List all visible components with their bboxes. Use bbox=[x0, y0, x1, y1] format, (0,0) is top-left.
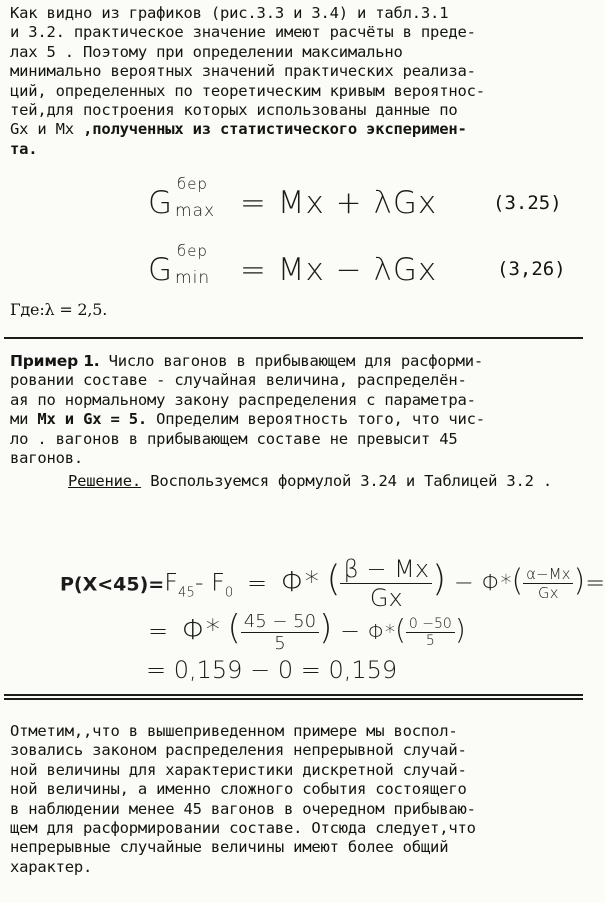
example-line-6: вагонов. bbox=[10, 449, 84, 468]
formula-3-26-number: (3,26) bbox=[497, 258, 566, 280]
formula-3-26-lhs: G bbox=[148, 252, 174, 288]
formula-3-26-sub: min bbox=[175, 268, 211, 288]
example-line-4-c: Определим вероятность того, что чис- bbox=[147, 410, 485, 429]
closing-paragraph bbox=[10, 722, 578, 877]
calc-eq-1: = bbox=[246, 568, 268, 597]
closing-line-4: ной величины, а именно сложного события состоящего bbox=[10, 780, 467, 799]
calc-f: F bbox=[164, 568, 179, 597]
example-line-4-a: ми bbox=[10, 410, 38, 429]
calc-minus-2: − bbox=[340, 617, 361, 645]
calc-frac-4 bbox=[406, 616, 455, 649]
calc-frac-4-den: 5 bbox=[425, 632, 435, 649]
closing-line-2: зовались законом распределения непрерывной случай- bbox=[10, 741, 467, 760]
calc-frac-3 bbox=[241, 611, 319, 654]
calc-f0-sub: 0 bbox=[224, 585, 234, 601]
example-line-1 bbox=[10, 352, 578, 371]
closing-line-1: Отметим,,что в вышеприведенном примере мы воспол- bbox=[10, 722, 458, 740]
formula-3-25 bbox=[148, 175, 438, 221]
calc-line-1 bbox=[60, 555, 605, 612]
calc-prob: P(X<45)= bbox=[60, 573, 165, 596]
calc-phi-3: Φ* bbox=[181, 613, 220, 646]
calc-frac-1-den: Gx bbox=[369, 584, 403, 612]
divider-top bbox=[4, 337, 583, 339]
calc-eq-2: = bbox=[148, 617, 169, 645]
calc-frac-2 bbox=[523, 565, 573, 602]
calc-frac-4-num: 0 −50 bbox=[406, 616, 455, 633]
intro-line-4: минимально вероятных значений практических реализа- bbox=[10, 62, 476, 81]
intro-line-2: и 3.2. практическое значение имеют расчёты в преде- bbox=[10, 23, 476, 42]
intro-line-8: та. bbox=[10, 139, 38, 158]
calc-f-sub: 45 bbox=[178, 585, 195, 601]
intro-line-6: тей,для построения которых использованы данные по bbox=[10, 101, 458, 120]
calc-frac-2-num: α−Mx bbox=[523, 565, 573, 584]
formula-3-25-lhs: G bbox=[148, 185, 174, 221]
calc-phi-4: Φ* bbox=[367, 620, 395, 644]
calc-tail: = bbox=[585, 568, 605, 597]
example-title: Пример 1. bbox=[10, 352, 100, 370]
calc-paren-close-1: ) bbox=[432, 558, 447, 600]
intro-line-3: лах 5 . Поэтому при определении максимально bbox=[10, 42, 403, 61]
calc-paren-open-1: ( bbox=[326, 558, 341, 600]
calc-paren-close-3: ) bbox=[319, 608, 333, 648]
calc-paren-open-4: ( bbox=[394, 613, 406, 646]
calc-line-3: = 0,159 − 0 = 0,159 bbox=[146, 656, 398, 684]
calc-line-2 bbox=[148, 608, 466, 654]
closing-line-5: в наблюдении менее 45 вагонов в очередном прибываю- bbox=[10, 799, 476, 818]
calc-frac-1 bbox=[340, 555, 432, 612]
example-line-1-text: Число вагонов в прибывающем для расформи- bbox=[99, 352, 484, 370]
example-line-5: ло . вагонов в прибывающем составе не превысит 45 bbox=[10, 429, 458, 448]
divider-bottom-1 bbox=[4, 694, 583, 696]
formula-3-25-sup: бер bbox=[177, 175, 208, 193]
example-line-4 bbox=[10, 410, 578, 429]
intro-line-7-symbols: Gx и Mx bbox=[10, 120, 74, 139]
example-line-4-params: Mx и Gx = 5. bbox=[37, 410, 147, 429]
intro-line-7 bbox=[10, 120, 578, 139]
example-line-2: ровании составе - случайная величина, распределён- bbox=[10, 371, 467, 390]
closing-line-8: характер. bbox=[10, 857, 93, 876]
example-line-3: ая по нормальному закону распределения с параметра- bbox=[10, 390, 476, 409]
solution-line bbox=[10, 472, 578, 491]
solution-label: Решение. bbox=[68, 472, 142, 491]
divider-bottom-2 bbox=[4, 698, 583, 700]
solution-text: Воспользуемся формулой 3.24 и Таблицей 3.2 . bbox=[141, 472, 552, 491]
formula-3-25-number: (3.25) bbox=[493, 192, 562, 214]
intro-line-1: Как видно из графиков (рис.3.3 и 3.4) и табл.3.1 bbox=[10, 4, 449, 22]
lambda-definition: Где:λ = 2,5. bbox=[10, 300, 108, 319]
calc-paren-close-4: ) bbox=[454, 613, 466, 646]
calc-frac-1-num: β − Mx bbox=[340, 555, 432, 584]
closing-line-3: ной величины для характеристики дискретной случай- bbox=[10, 760, 467, 779]
intro-line-5: ций, определенных по теоретическим кривым вероятнос- bbox=[10, 81, 485, 100]
example-paragraph bbox=[10, 352, 578, 492]
intro-line-7-bold: ,полученных из статистического эксперимен- bbox=[73, 120, 467, 139]
calc-frac-2-den: Gx bbox=[538, 584, 559, 602]
formula-3-26-rhs: = Mx − λGx bbox=[239, 252, 438, 288]
calc-frac-3-num: 45 − 50 bbox=[241, 611, 319, 633]
formula-3-26-indices bbox=[173, 242, 217, 288]
closing-line-7: непрерывные случайные величины имеют более общий bbox=[10, 838, 449, 857]
calc-paren-close-2: ) bbox=[573, 563, 586, 599]
formula-3-25-rhs: = Mx + λGx bbox=[239, 185, 438, 221]
formula-3-25-indices bbox=[173, 175, 217, 221]
calc-phi-2: Φ* bbox=[481, 571, 512, 597]
calc-paren-open-3: ( bbox=[227, 608, 241, 648]
formula-3-25-sub: max bbox=[175, 201, 216, 221]
calc-f-minus: - F bbox=[194, 568, 225, 597]
calc-phi-1: Φ* bbox=[280, 564, 319, 598]
formula-3-26 bbox=[148, 242, 438, 288]
closing-line-6: щем для расформировании составе. Отсюда следует,что bbox=[10, 819, 476, 838]
intro-paragraph bbox=[10, 4, 578, 159]
calc-frac-3-den: 5 bbox=[274, 632, 286, 654]
calc-paren-open-2: ( bbox=[511, 563, 524, 599]
calc-minus-1: − bbox=[453, 568, 474, 597]
formula-3-26-sup: бер bbox=[177, 242, 208, 260]
